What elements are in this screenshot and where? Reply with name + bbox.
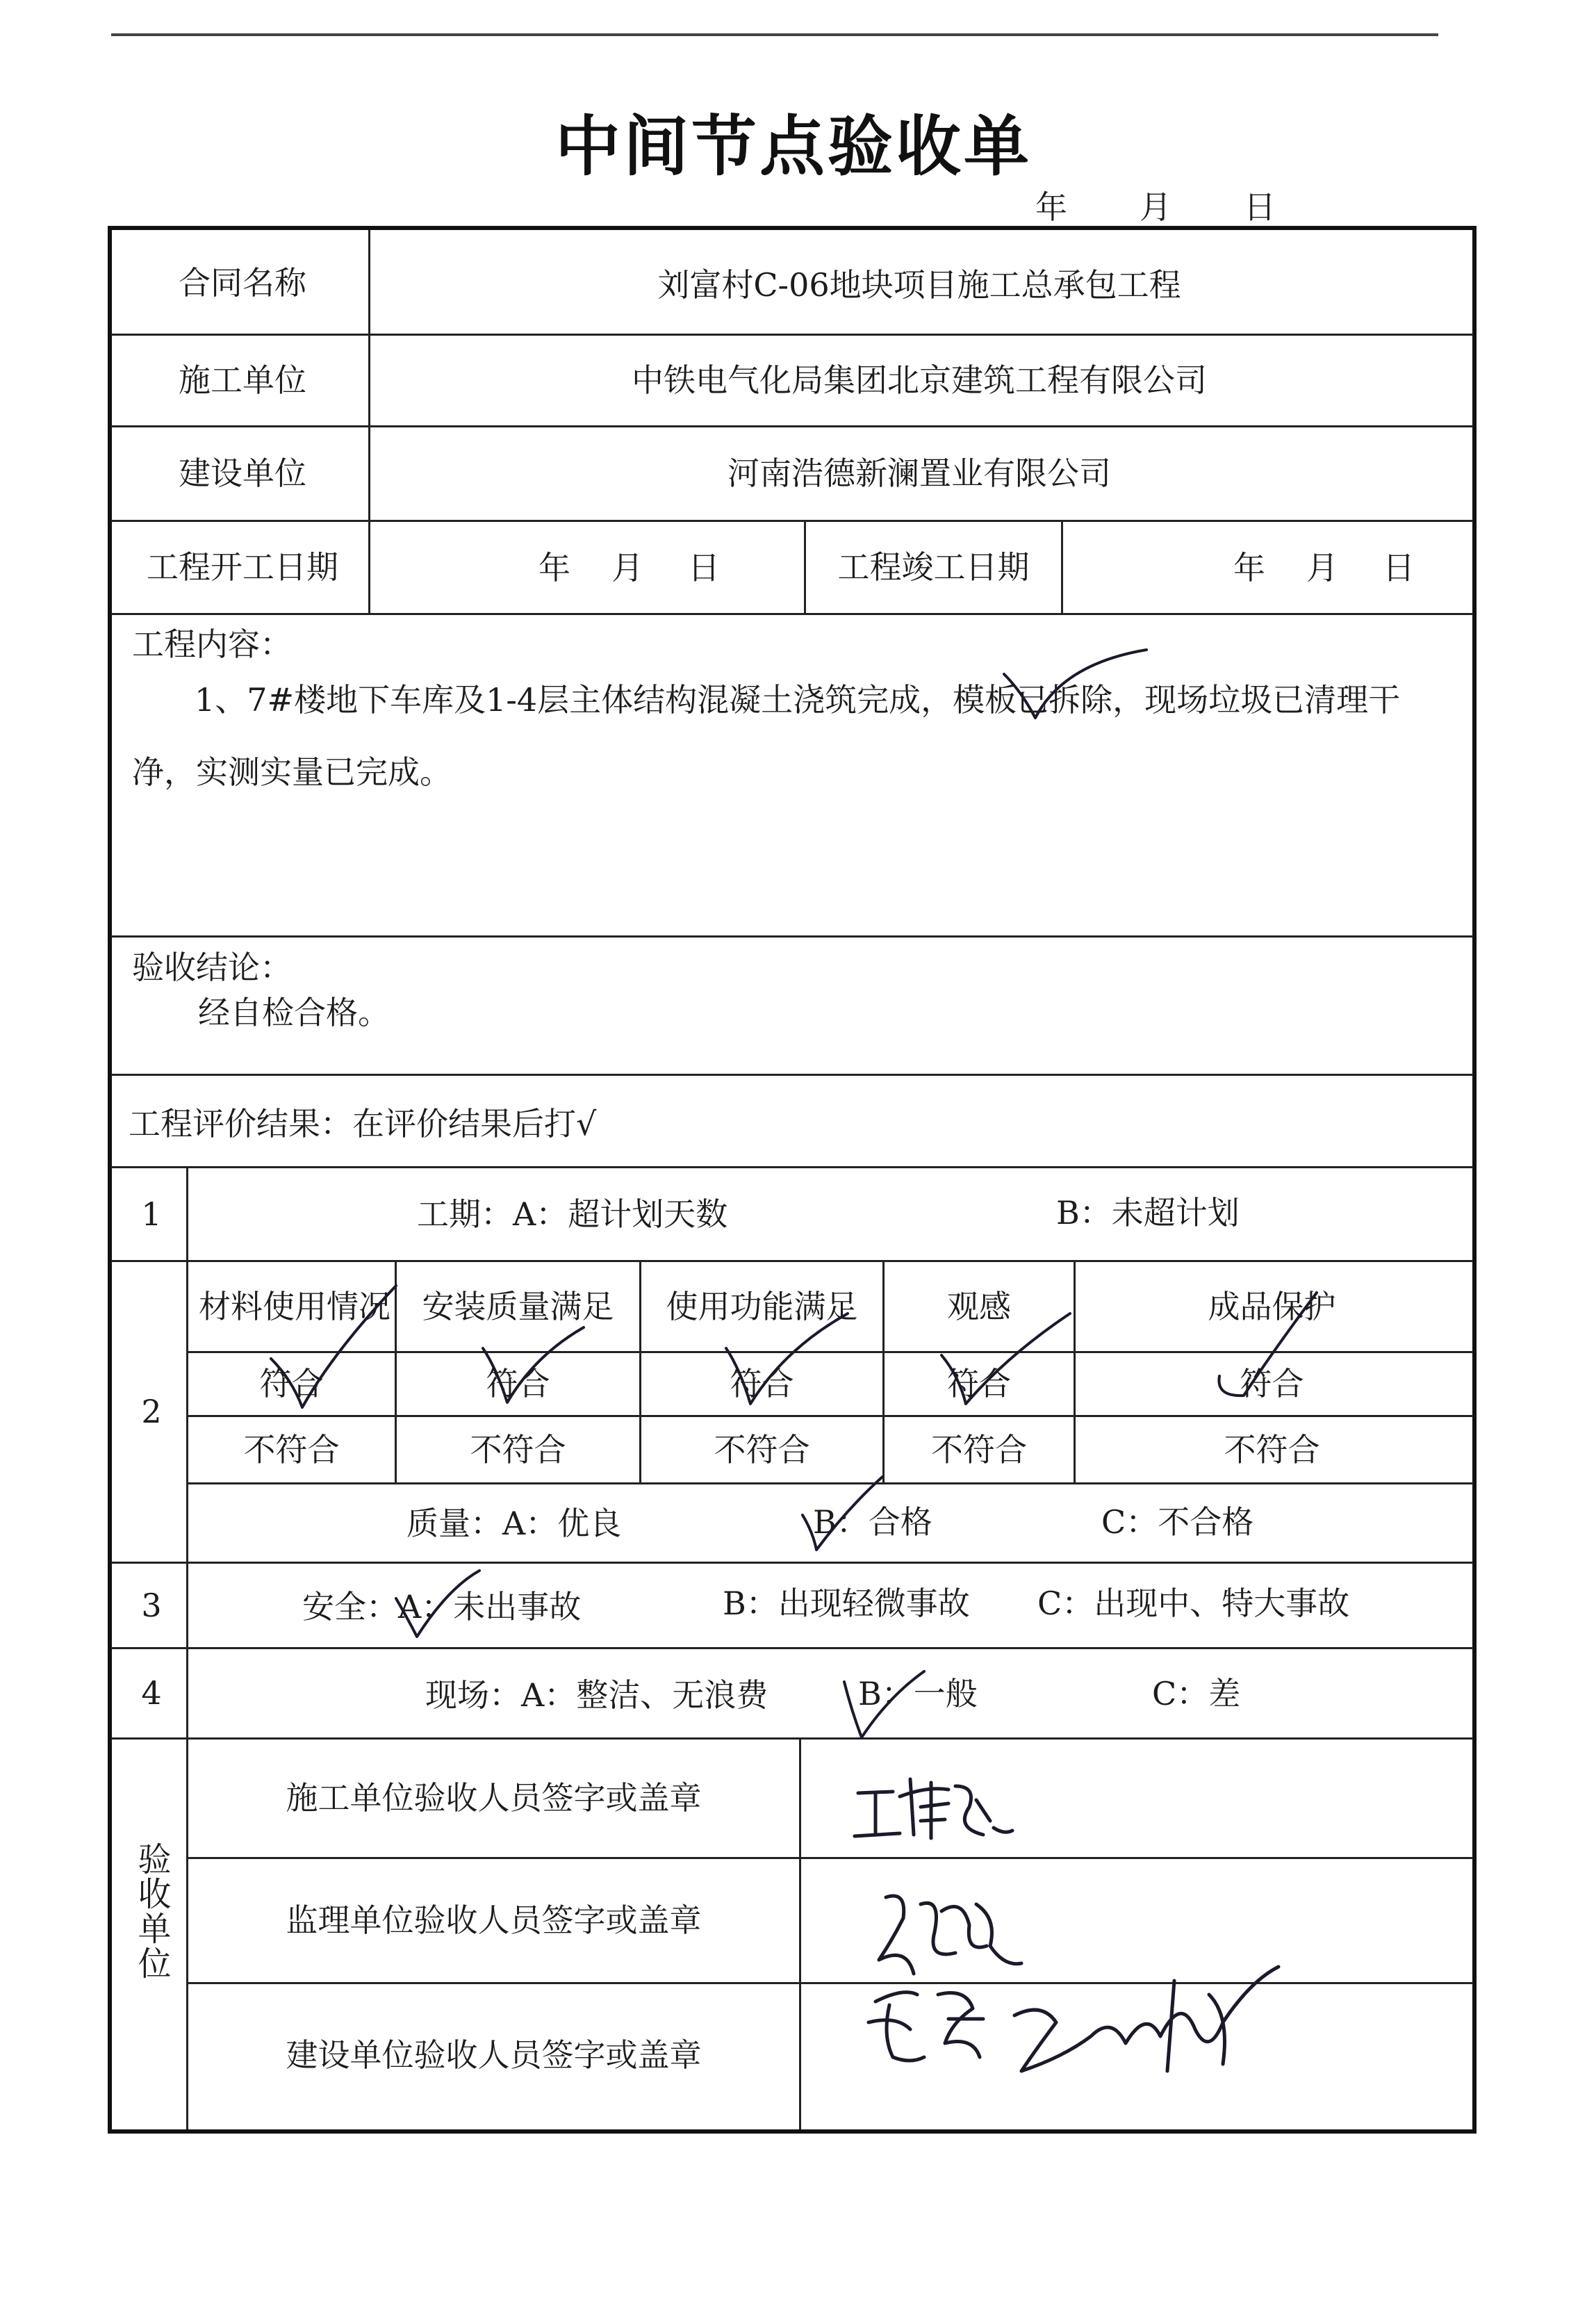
contractor-label: 施工单位 <box>179 361 306 400</box>
row-divider <box>111 1166 1473 1168</box>
header-install-quality: 安装质量满足 <box>422 1287 614 1325</box>
quality-option-a: 质量：A：优良 <box>406 1505 622 1542</box>
supervisor-signoff-label: 监理单位验收人员签字或盖章 <box>286 1901 702 1940</box>
content-line-2: 净，实测实量已完成。 <box>132 753 452 791</box>
row-divider <box>111 613 1473 615</box>
materials-pass: 符合 <box>259 1365 324 1403</box>
conclusion-text: 经自检合格。 <box>198 994 390 1031</box>
schedule-option-a: 工期：A：超计划天数 <box>417 1195 728 1233</box>
owner-signoff-label: 建设单位验收人员签字或盖章 <box>286 2036 702 2075</box>
start-date-day: 日 <box>688 549 720 587</box>
contractor-signoff-label: 施工单位验收人员签字或盖章 <box>286 1779 702 1817</box>
row-divider <box>111 1562 1473 1564</box>
quality-option-c: C：不合格 <box>1101 1503 1254 1541</box>
site-option-a: 现场：A：整洁、无浪费 <box>425 1676 768 1714</box>
form-date-month: 月 <box>1140 188 1171 226</box>
top-rule <box>111 33 1438 36</box>
row-number-4: 4 <box>141 1674 162 1712</box>
function-pass: 符合 <box>730 1365 794 1403</box>
appearance-fail: 不符合 <box>931 1430 1027 1468</box>
column-divider <box>1061 520 1063 613</box>
form-date-year: 年 <box>1035 188 1067 226</box>
column-divider <box>799 1737 801 2129</box>
row-divider <box>111 1647 1473 1649</box>
safety-option-c: C：出现中、特大事故 <box>1037 1585 1350 1622</box>
install-pass: 符合 <box>486 1365 550 1403</box>
page-title: 中间节点验收单 <box>554 109 1032 185</box>
header-function: 使用功能满足 <box>666 1287 858 1325</box>
form-date-day: 日 <box>1244 188 1276 226</box>
site-option-c: C：差 <box>1152 1675 1241 1712</box>
start-date-month: 月 <box>611 549 643 587</box>
quality-option-b: B：合格 <box>813 1503 932 1541</box>
header-appearance: 观感 <box>947 1287 1011 1325</box>
end-date-day: 日 <box>1383 549 1415 587</box>
owner-label: 建设单位 <box>179 455 306 493</box>
contractor-value: 中铁电气化局集团北京建筑工程有限公司 <box>632 361 1207 400</box>
form-date <box>1035 182 1355 224</box>
end-date-year: 年 <box>1233 549 1265 587</box>
header-materials: 材料使用情况 <box>199 1287 390 1325</box>
row-divider <box>111 1074 1473 1076</box>
start-date-label: 工程开工日期 <box>147 548 338 587</box>
acceptance-unit-label: 验收单位 <box>132 1842 171 1981</box>
site-option-b: B：一般 <box>858 1675 978 1712</box>
schedule-option-b: B：未超计划 <box>1056 1194 1240 1231</box>
conclusion-label: 验收结论： <box>132 949 292 986</box>
row-number-3: 3 <box>141 1586 162 1624</box>
row-divider <box>186 1482 1473 1484</box>
owner-value: 河南浩德新澜置业有限公司 <box>727 455 1111 493</box>
row-divider <box>111 935 1473 938</box>
appearance-pass: 符合 <box>947 1365 1011 1403</box>
contract-value: 刘富村C-06地块项目施工总承包工程 <box>657 265 1181 304</box>
safety-option-b: B：出现轻微事故 <box>723 1585 970 1622</box>
end-date-month: 月 <box>1306 549 1338 587</box>
safety-option-a: 安全：A：未出事故 <box>302 1588 582 1626</box>
contract-label: 合同名称 <box>179 264 306 302</box>
start-date-year: 年 <box>538 549 570 587</box>
evaluation-label: 工程评价结果：在评价结果后打√ <box>129 1105 597 1143</box>
install-fail: 不符合 <box>470 1430 566 1468</box>
end-date-label: 工程竣工日期 <box>837 548 1030 587</box>
materials-fail: 不符合 <box>243 1430 340 1468</box>
content-body <box>132 664 1466 808</box>
protection-pass: 符合 <box>1240 1365 1304 1403</box>
content-label: 工程内容： <box>132 625 292 663</box>
content-line-1: 1、7#楼地下车库及1-4层主体结构混凝土浇筑完成，模板已拆除，现场垃圾已清理干 <box>195 681 1401 719</box>
function-fail: 不符合 <box>714 1430 810 1468</box>
row-number-1: 1 <box>141 1195 162 1233</box>
header-product-protection: 成品保护 <box>1208 1287 1336 1325</box>
protection-fail: 不符合 <box>1224 1430 1320 1468</box>
row-number-2: 2 <box>141 1393 162 1431</box>
